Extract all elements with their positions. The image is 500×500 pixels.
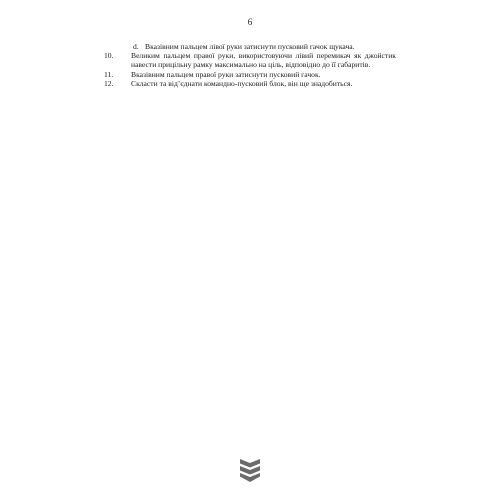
item-text: Скласти та від’єднати командно-пусковий блок, він ще знадобиться.: [131, 78, 353, 88]
subitem-text: Вказівним пальцем лівої руки затиснути пусковий гачок щукача.: [145, 42, 355, 51]
list-item: [104, 70, 396, 79]
list-item: [104, 51, 396, 69]
chevron-shield-icon: [238, 457, 262, 483]
item-text: Вказівним пальцем правої руки затиснути пусковий гачок.: [131, 69, 321, 79]
list-item: [104, 79, 396, 88]
list-subitem: [104, 42, 396, 51]
page-number: 6: [247, 17, 253, 27]
item-number: 10.: [104, 51, 114, 61]
instruction-list: [104, 42, 396, 88]
item-number: 12.: [104, 78, 114, 88]
item-text: Великим пальцем правої руки, використовуючи лівий перемикач як джойстик навести прицільну рамку максимально на ціль, відповідно до її габаритів.: [131, 51, 396, 70]
item-number: 11.: [104, 69, 114, 79]
subitem-letter: d.: [133, 42, 139, 51]
